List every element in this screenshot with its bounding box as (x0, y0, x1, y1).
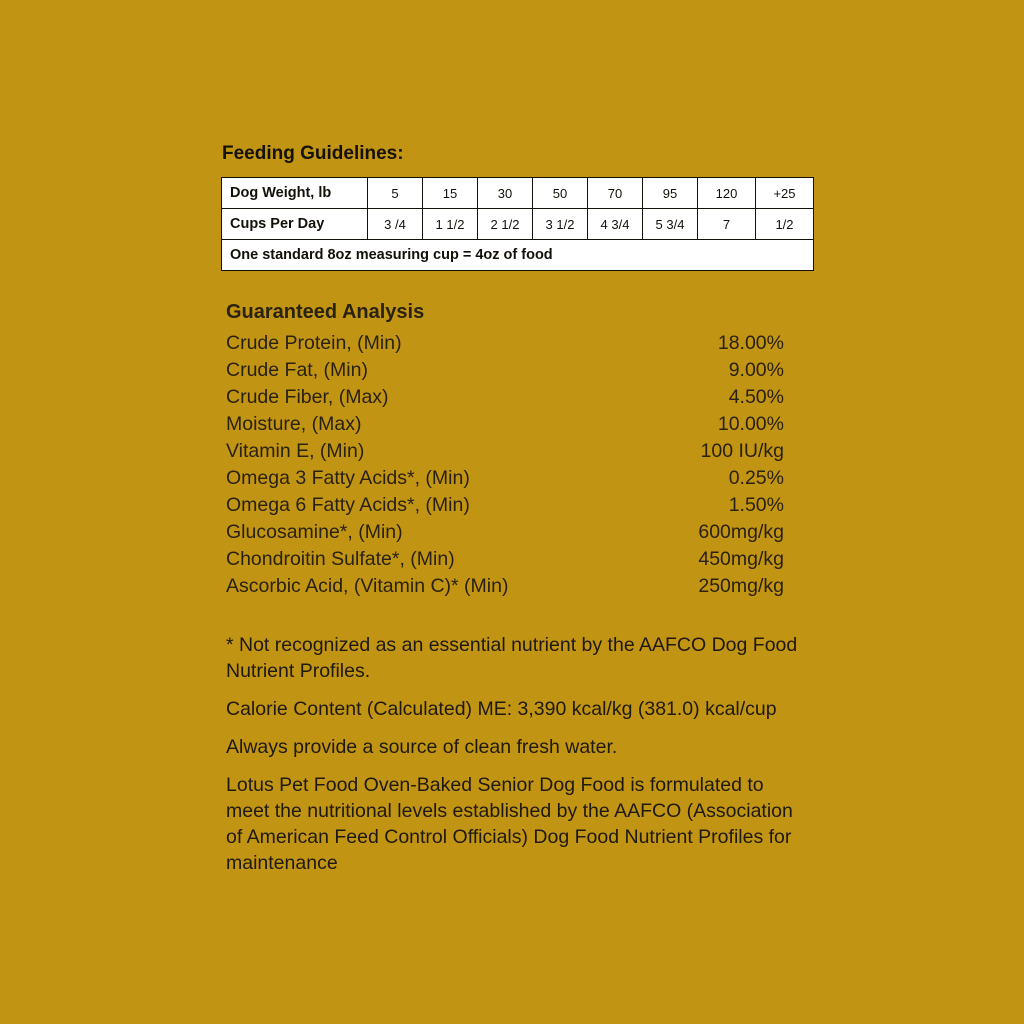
cups-cell: 2 1/2 (478, 209, 533, 240)
weight-row-header: Dog Weight, lb (222, 178, 368, 209)
analysis-value: 0.25% (728, 467, 784, 489)
analysis-row (226, 438, 784, 465)
analysis-row (226, 492, 784, 519)
cups-cell: 4 3/4 (588, 209, 643, 240)
analysis-value: 250mg/kg (698, 575, 784, 597)
weight-row (222, 178, 814, 209)
analysis-value: 9.00% (728, 359, 784, 381)
analysis-label: Glucosamine*, (Min) (226, 521, 403, 543)
cups-cell: 7 (698, 209, 756, 240)
analysis-row (226, 465, 784, 492)
analysis-value: 1.50% (728, 494, 784, 516)
analysis-value: 600mg/kg (698, 521, 784, 543)
analysis-value: 450mg/kg (698, 548, 784, 570)
analysis-label: Crude Protein, (Min) (226, 332, 402, 354)
analysis-label: Vitamin E, (Min) (226, 440, 365, 462)
analysis-label: Moisture, (Max) (226, 413, 362, 435)
measuring-cup-note: One standard 8oz measuring cup = 4oz of food (222, 240, 814, 271)
weight-cell: 50 (533, 178, 588, 209)
analysis-value: 100 IU/kg (700, 440, 784, 462)
feeding-guidelines-title: Feeding Guidelines: (222, 143, 404, 164)
cups-row (222, 209, 814, 240)
weight-cell: 5 (368, 178, 423, 209)
analysis-label: Ascorbic Acid, (Vitamin C)* (Min) (226, 575, 509, 597)
analysis-row (226, 519, 784, 546)
weight-cell: 120 (698, 178, 756, 209)
weight-cell: +25 (756, 178, 814, 209)
analysis-row (226, 546, 784, 573)
footnote: * Not recognized as an essential nutrient by the AAFCO Dog Food Nutrient Profiles. (226, 634, 798, 682)
weight-cell: 70 (588, 178, 643, 209)
analysis-row (226, 357, 784, 384)
cups-cell: 1/2 (756, 209, 814, 240)
analysis-label: Chondroitin Sulfate*, (Min) (226, 548, 455, 570)
analysis-value: 10.00% (717, 413, 784, 435)
feeding-table (221, 177, 814, 271)
analysis-label: Crude Fiber, (Max) (226, 386, 389, 408)
weight-cell: 15 (423, 178, 478, 209)
analysis-value: 18.00% (717, 332, 784, 354)
cups-row-header: Cups Per Day (222, 209, 368, 240)
cups-cell: 5 3/4 (643, 209, 698, 240)
analysis-label: Omega 6 Fatty Acids*, (Min) (226, 494, 470, 516)
analysis-value: 4.50% (728, 386, 784, 408)
cups-cell: 1 1/2 (423, 209, 478, 240)
analysis-row (226, 573, 784, 600)
notes-section (226, 632, 836, 888)
water-note: Always provide a source of clean fresh water. (226, 736, 618, 758)
cups-cell: 3 /4 (368, 209, 423, 240)
analysis-row (226, 330, 784, 357)
analysis-row (226, 384, 784, 411)
cups-cell: 3 1/2 (533, 209, 588, 240)
guaranteed-analysis (226, 301, 784, 600)
analysis-title: Guaranteed Analysis (226, 301, 425, 323)
analysis-label: Crude Fat, (Min) (226, 359, 368, 381)
analysis-label: Omega 3 Fatty Acids*, (Min) (226, 467, 470, 489)
note-row (222, 240, 814, 271)
calorie-content: Calorie Content (Calculated) ME: 3,390 kcal/kg (381.0) kcal/cup (226, 698, 777, 720)
weight-cell: 95 (643, 178, 698, 209)
weight-cell: 30 (478, 178, 533, 209)
aafco-statement: Lotus Pet Food Oven-Baked Senior Dog Food is formulated to meet the nutritional levels established by the AAFCO (Association of American Feed Control Officials) Dog Food Nutrient Profiles for maintenance (226, 774, 793, 874)
analysis-row (226, 411, 784, 438)
